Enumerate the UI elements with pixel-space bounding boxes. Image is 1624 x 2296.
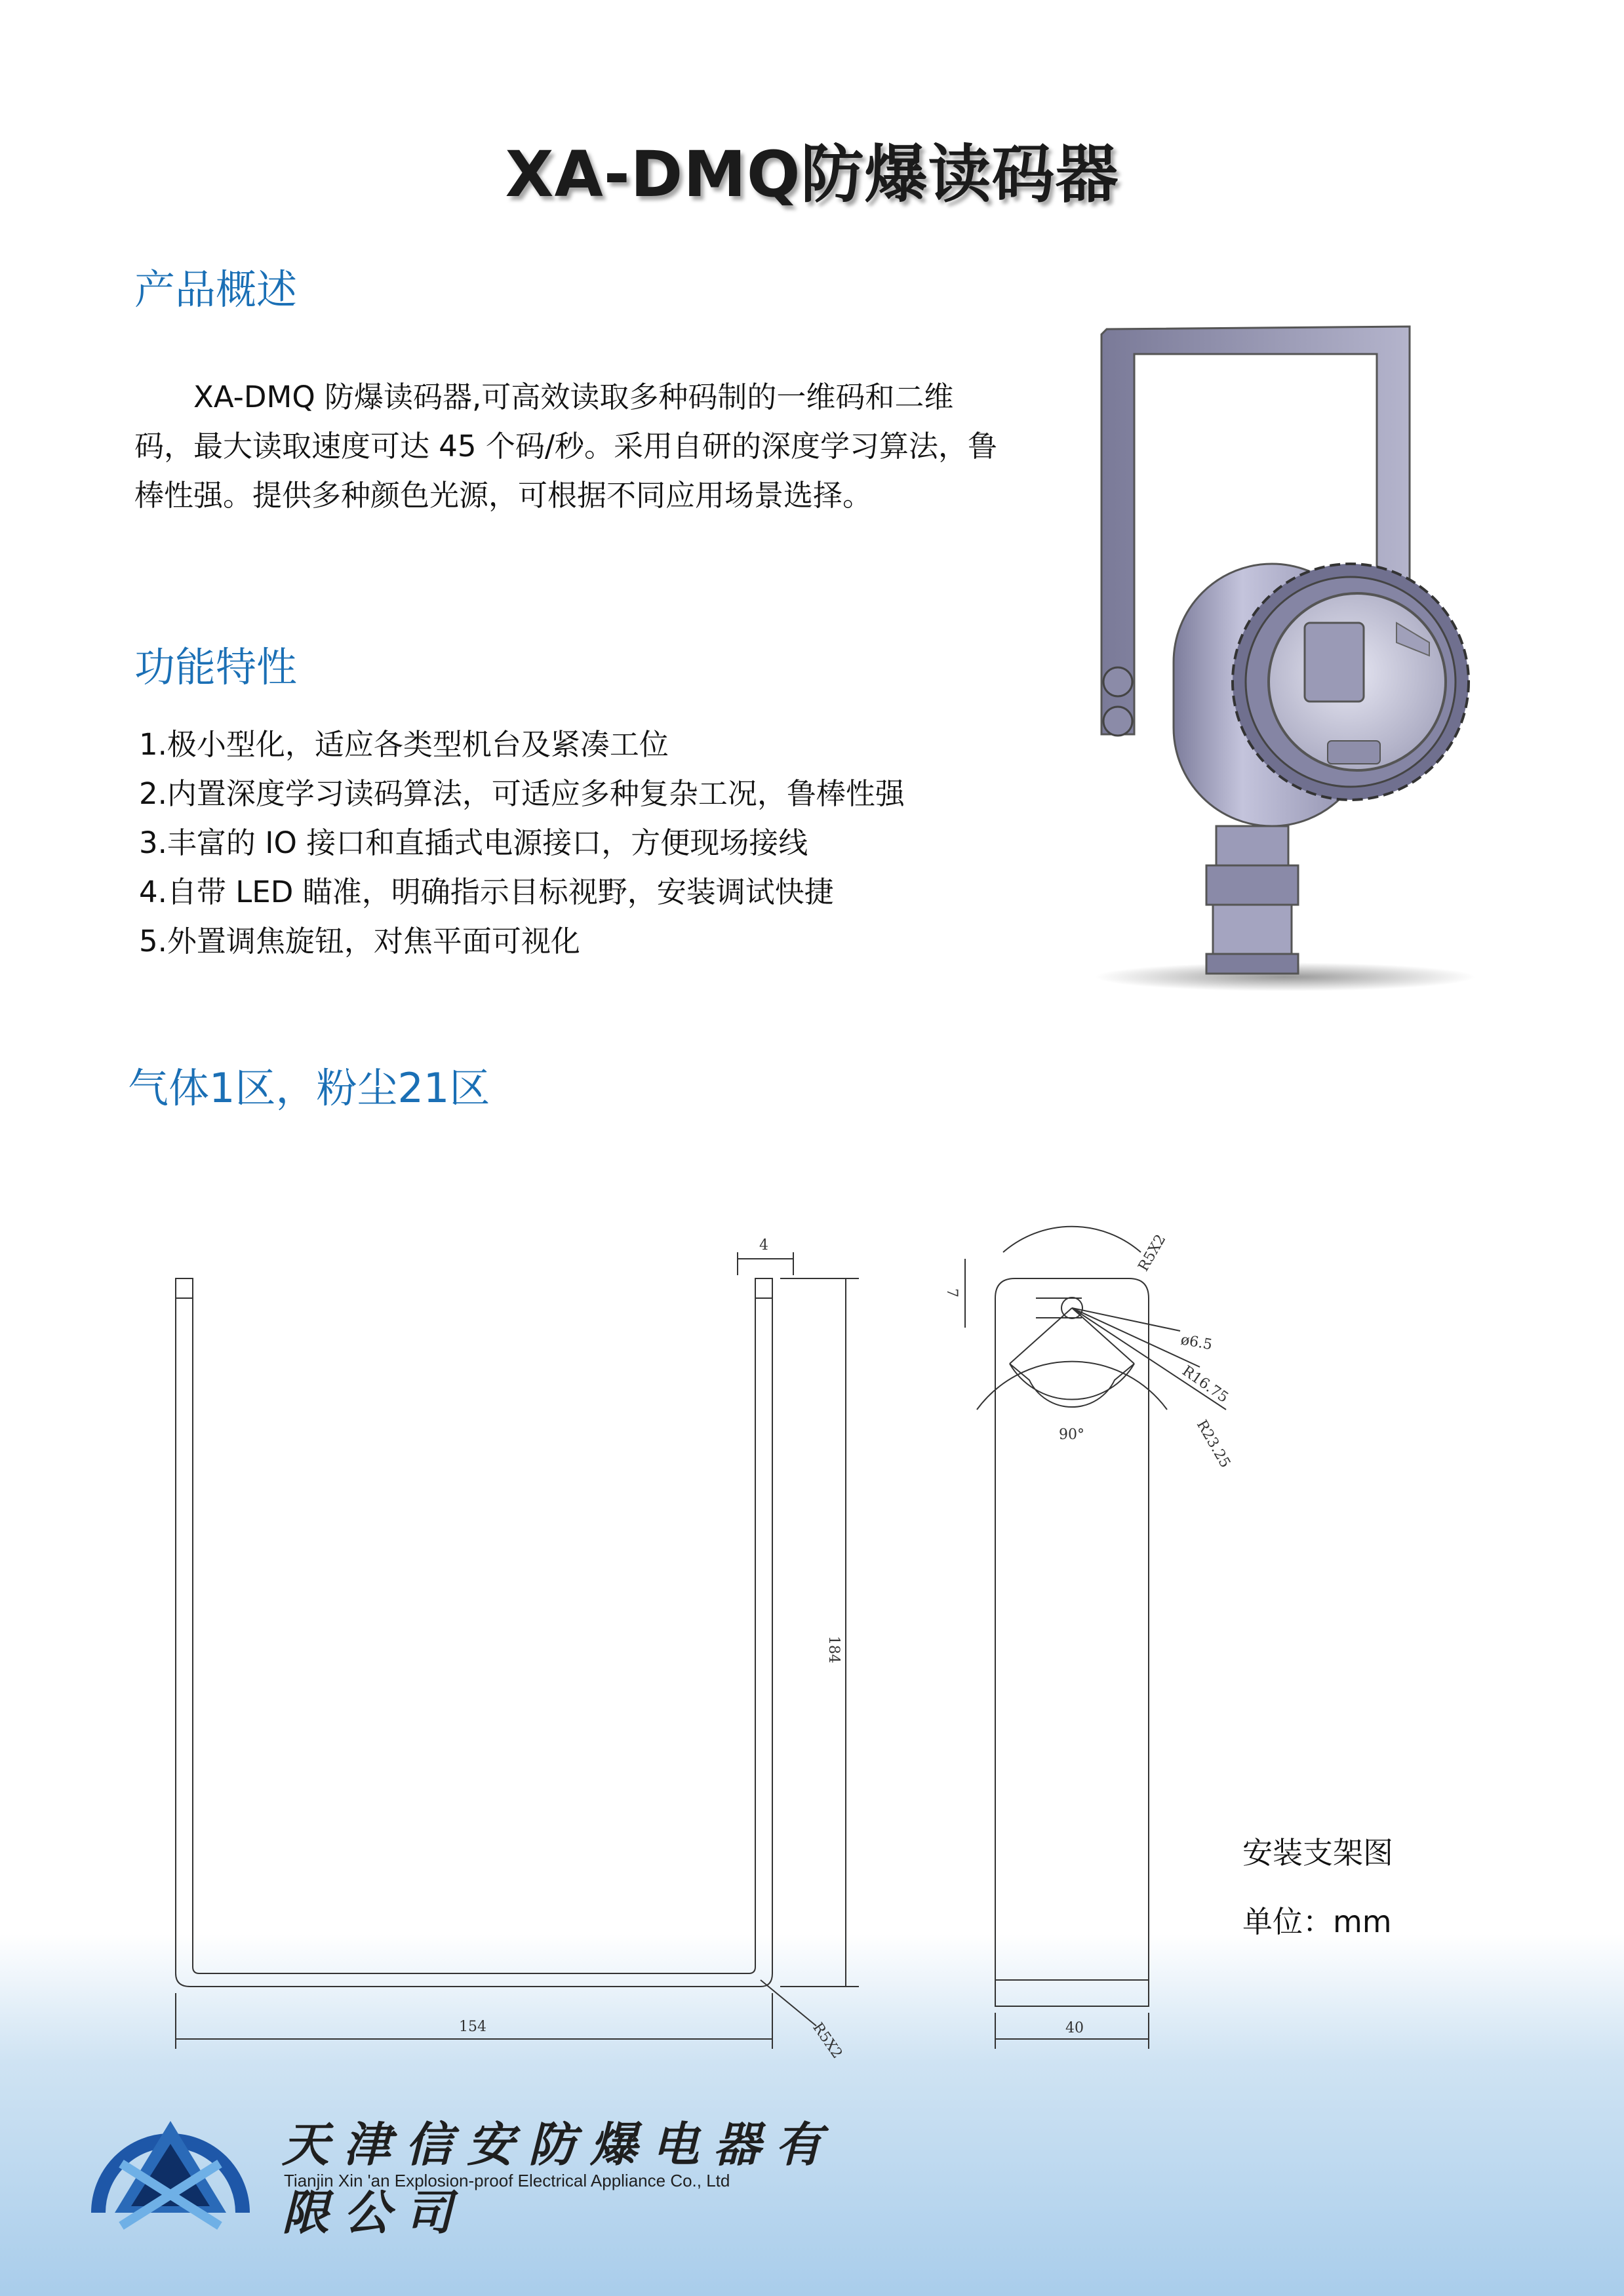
overview-text: XA-DMQ 防爆读码器,可高效读取多种码制的一维码和二维码，最大读取速度可达 45 个码/秒。采用自研的深度学习算法，鲁棒性强。提供多种颜色光源，可根据不同应用场景选择。 (134, 380, 998, 513)
dim-side-width: 40 (1065, 2020, 1084, 2036)
company-block (85, 2095, 872, 2246)
dim-bend-radius: R5X2 (809, 2019, 846, 2062)
page-title: XA-DMQ防爆读码器 (505, 138, 1119, 211)
drawing-caption: 安装支架图 (1242, 1835, 1393, 1870)
company-logo-icon (85, 2095, 256, 2246)
feature-list (139, 720, 905, 966)
dim-width: 154 (459, 2019, 486, 2035)
drawing-unit: 单位：mm (1242, 1904, 1392, 1939)
feature-item: 3.丰富的 IO 接口和直插式电源接口，方便现场接线 (139, 825, 808, 860)
dim-top-radius: R5X2 (1135, 1231, 1170, 1275)
dim-r-outer: R23.25 (1193, 1417, 1234, 1471)
zone-rating: 气体1区，粉尘21区 (128, 1064, 490, 1112)
dim-thickness: 4 (759, 1237, 768, 1254)
features-heading: 功能特性 (134, 643, 298, 691)
feature-item: 4.自带 LED 瞄准，明确指示目标视野，安装调试快捷 (139, 875, 834, 909)
feature-item: 2.内置深度学习读码算法，可适应多种复杂工况，鲁棒性强 (139, 776, 905, 811)
dim-hole-diameter: ø6.5 (1179, 1332, 1214, 1354)
feature-item: 5.外置调焦旋钮，对焦平面可视化 (139, 924, 580, 959)
dim-height: 184 (825, 1636, 842, 1663)
overview-heading: 产品概述 (134, 266, 298, 313)
dim-r-inner: R16.75 (1179, 1362, 1231, 1406)
company-name-en: Tianjin Xin 'an Explosion-proof Electrical Appliance Co., Ltd (284, 2171, 730, 2190)
dim-hole-offset: 7 (943, 1288, 960, 1297)
feature-item: 1.极小型化，适应各类型机台及紧凑工位 (139, 727, 669, 762)
product-image (1088, 315, 1482, 997)
company-name-cn: 天津信安防爆电器有限公司 (282, 2116, 837, 2240)
dim-angle: 90° (1059, 1427, 1084, 1443)
